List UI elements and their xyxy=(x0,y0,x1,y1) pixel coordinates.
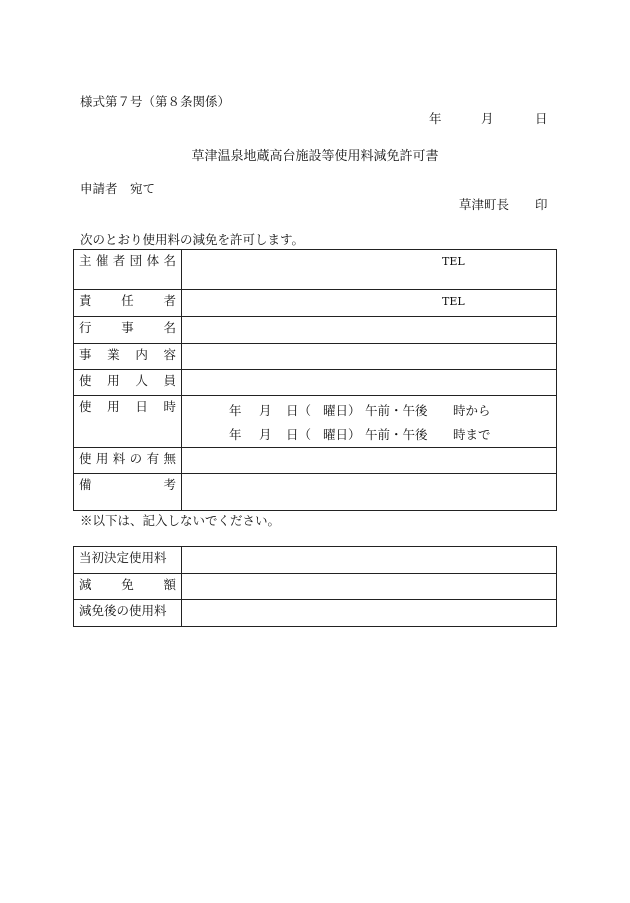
label-char: 使 xyxy=(79,451,92,466)
date-day: 日 xyxy=(535,111,548,126)
after-fee-value[interactable] xyxy=(182,600,557,627)
after-fee-label xyxy=(74,600,182,627)
content-label xyxy=(74,344,182,370)
permit-table xyxy=(73,249,557,511)
remarks-label xyxy=(74,474,182,511)
end-time-line xyxy=(229,425,491,443)
people-value[interactable] xyxy=(182,370,557,396)
end-day: 日（ xyxy=(286,427,312,442)
initial-fee-label xyxy=(74,547,182,574)
remarks-value[interactable] xyxy=(182,474,557,511)
label-char: 免 xyxy=(121,577,134,592)
label-char: 名 xyxy=(163,320,176,335)
start-month: 月 xyxy=(259,403,272,418)
row-content xyxy=(74,344,557,370)
label-char: 行 xyxy=(79,320,92,335)
label-char: 業 xyxy=(107,347,120,362)
label-char: 責 xyxy=(79,293,92,308)
row-fee xyxy=(74,448,557,474)
row-initial-fee xyxy=(74,547,557,574)
document-title: 草津温泉地蔵高台施設等使用料減免許可書 xyxy=(191,149,439,164)
label-char: 体 xyxy=(146,253,160,268)
end-month: 月 xyxy=(259,427,272,442)
responsible-tel-label: TEL xyxy=(442,295,465,308)
label-char: 料 xyxy=(112,451,126,466)
date-month: 月 xyxy=(481,111,494,126)
label-char: 額 xyxy=(163,577,176,592)
label-char: 有 xyxy=(146,451,160,466)
label-char: 事 xyxy=(121,320,134,335)
row-responsible xyxy=(74,290,557,317)
label-char: 団 xyxy=(129,253,143,268)
reduction-value[interactable] xyxy=(182,574,557,600)
end-ampm: 午前・午後 xyxy=(365,427,428,442)
label-char: 催 xyxy=(95,253,109,268)
row-remarks xyxy=(74,474,557,511)
start-time-line xyxy=(229,401,491,419)
label-char: 無 xyxy=(163,451,176,466)
start-day: 日（ xyxy=(286,403,312,418)
row-dates xyxy=(74,396,557,448)
label-char: 時 xyxy=(163,399,176,414)
recipient: 申請者 宛て xyxy=(80,181,156,196)
event-label xyxy=(74,317,182,344)
label-char: 使 xyxy=(79,399,92,414)
label-char: 減 xyxy=(79,577,92,592)
fee-value[interactable] xyxy=(182,448,557,474)
label-char: 主 xyxy=(79,253,92,268)
organizer-tel-label: TEL xyxy=(442,255,465,268)
row-organizer xyxy=(74,250,557,290)
row-reduction xyxy=(74,574,557,600)
label-char: 事 xyxy=(79,347,92,362)
start-weekday: 曜日） xyxy=(323,403,361,418)
start-suffix: 時から xyxy=(453,403,491,418)
label-char: 者 xyxy=(112,253,126,268)
seal-mark: 印 xyxy=(535,197,548,212)
label-char: 名 xyxy=(163,253,176,268)
label-char: 員 xyxy=(163,373,176,388)
label-text: 減免後の使用料 xyxy=(79,603,167,618)
initial-fee-value[interactable] xyxy=(182,547,557,574)
label-char: 使 xyxy=(79,373,92,388)
dates-value[interactable] xyxy=(182,396,557,448)
label-char: 用 xyxy=(95,451,109,466)
start-year: 年 xyxy=(229,403,242,418)
dates-label xyxy=(74,396,182,448)
start-ampm: 午前・午後 xyxy=(365,403,428,418)
label-text: 当初決定使用料 xyxy=(79,550,167,565)
label-char: 人 xyxy=(135,373,148,388)
label-char: 日 xyxy=(135,399,148,414)
office-use-notice: ※以下は、記入しないでください。 xyxy=(80,513,281,528)
end-year: 年 xyxy=(229,427,242,442)
organizer-value[interactable] xyxy=(182,250,557,290)
issuer-name: 草津町長 xyxy=(459,197,510,212)
intro-text: 次のとおり使用料の減免を許可します。 xyxy=(80,232,305,247)
label-char: 容 xyxy=(163,347,176,362)
label-char: 用 xyxy=(107,399,120,414)
people-label xyxy=(74,370,182,396)
event-value[interactable] xyxy=(182,317,557,344)
fee-label xyxy=(74,448,182,474)
form-number: 様式第７号（第８条関係） xyxy=(80,94,231,109)
date-year: 年 xyxy=(429,111,442,126)
label-char: 者 xyxy=(163,293,176,308)
label-char: 内 xyxy=(135,347,148,362)
organizer-label xyxy=(74,250,182,290)
row-people xyxy=(74,370,557,396)
row-event xyxy=(74,317,557,344)
label-char: 任 xyxy=(121,293,134,308)
label-char: 考 xyxy=(163,477,176,492)
row-after-fee xyxy=(74,600,557,627)
reduction-label xyxy=(74,574,182,600)
content-value[interactable] xyxy=(182,344,557,370)
issuer xyxy=(459,199,548,212)
label-char: 用 xyxy=(107,373,120,388)
label-char: の xyxy=(129,451,143,466)
end-suffix: 時まで xyxy=(453,427,491,442)
end-weekday: 曜日） xyxy=(323,427,361,442)
responsible-value[interactable] xyxy=(182,290,557,317)
office-use-table xyxy=(73,546,557,627)
label-char: 備 xyxy=(79,477,92,492)
responsible-label xyxy=(74,290,182,317)
